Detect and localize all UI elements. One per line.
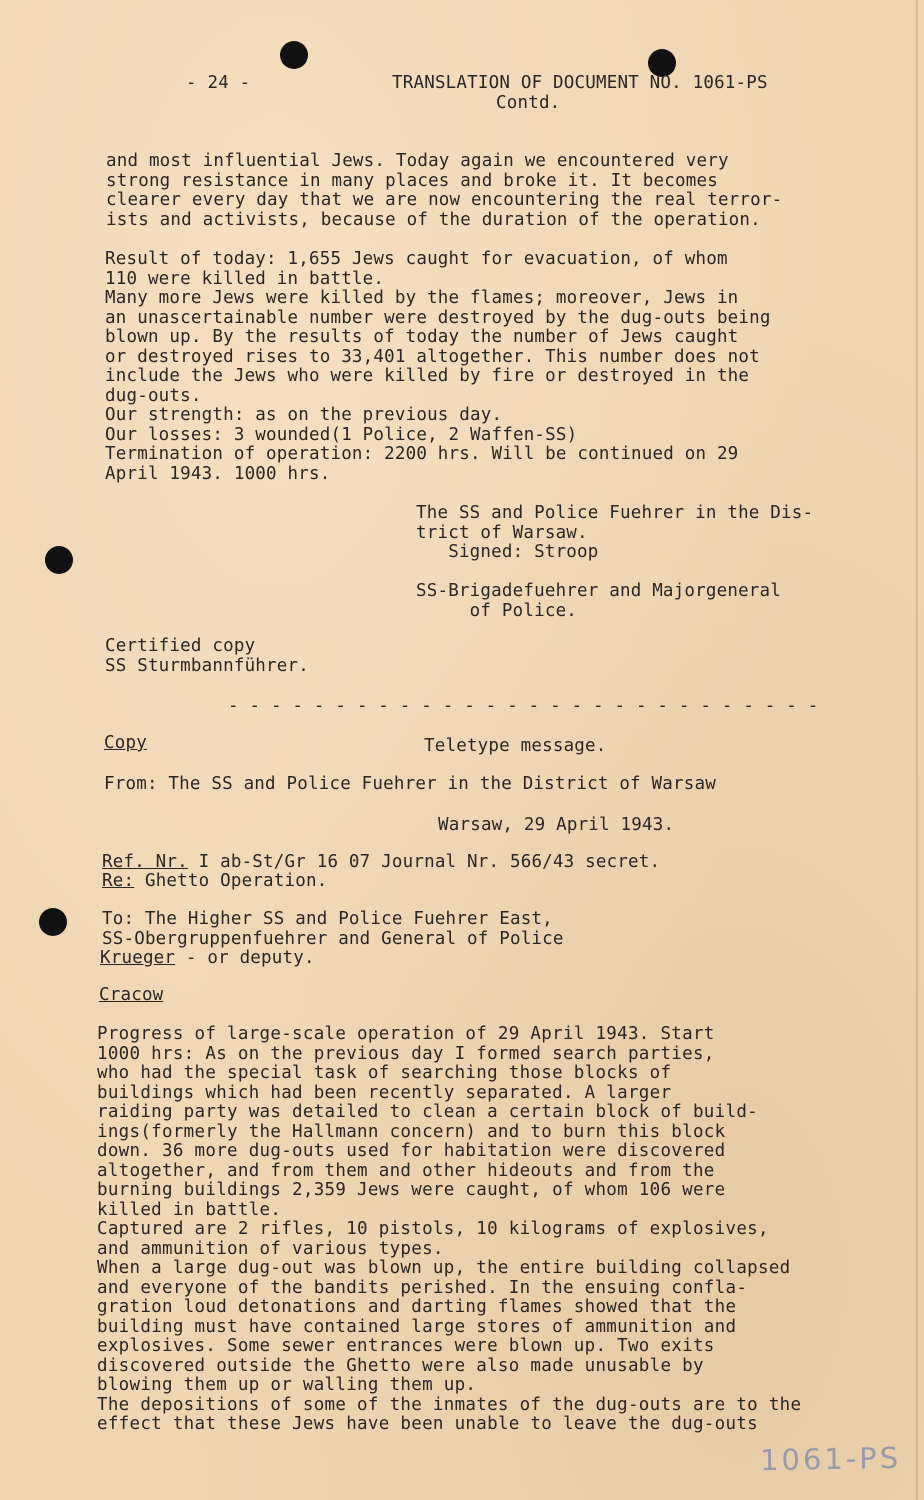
- reference-line: [102, 853, 660, 873]
- punch-hole-top-left: [280, 41, 308, 69]
- recipient-line-1: To: The Higher SS and Police Fuehrer East,: [102, 909, 553, 929]
- paper-edge: [916, 0, 918, 1500]
- reference-number: I ab-St/Gr 16 07 Journal Nr. 566/43 secret.: [187, 852, 661, 872]
- subject-line: [102, 872, 327, 892]
- subject-label: Re:: [102, 871, 135, 891]
- report-paragraph-2: Result of today: 1,655 Jews caught for evacuation, of whom 110 were killed in battle. Many more Jews were killed by the flames; moreover, Jews in an unascertainable number were destroyed by the dug-outs being blown up. By the results of today the number of Jews caught or destroyed rises to 33,401 altogether. This number does not include the Jews who were killed by fire or destroyed in the dug-outs. Our strength: as on the previous day. Our losses: 3 wounded(1 Police, 2 Waffen-SS) Termination of operation: 2200 hrs. Will be continued on 29 April 1943. 1000 hrs.: [105, 249, 771, 484]
- section-separator: - - - - - - - - - - - - - - - - - - - - - - - - - - - -: [228, 696, 819, 716]
- document-title: TRANSLATION OF DOCUMENT NO. 1061-PS: [392, 73, 768, 93]
- subject-text: Ghetto Operation.: [134, 871, 328, 891]
- recipient-deputy: - or deputy.: [175, 948, 315, 968]
- recipient-line-3: [100, 949, 315, 969]
- recipient-line-2: SS-Obergruppenfuehrer and General of Police: [102, 929, 564, 949]
- punch-hole-left-middle: [45, 546, 73, 574]
- reference-label: Ref. Nr.: [102, 852, 188, 872]
- report-paragraph-1: and most influential Jews. Today again we encountered very strong resistance in many places and broke it. It becomes clearer every day that we are now encountering the real terror- ists and activists, because of the duration of the operation.: [106, 151, 783, 230]
- punch-hole-left-lower: [39, 908, 67, 936]
- continued-label: Contd.: [496, 93, 561, 113]
- certified-copy: Certified copy SS Sturmbannführer.: [105, 636, 309, 676]
- signature-block: The SS and Police Fuehrer in the Dis- trict of Warsaw. Signed: Stroop: [416, 503, 814, 562]
- recipient-name: Krueger: [100, 948, 176, 968]
- from-line: From: The SS and Police Fuehrer in the District of Warsaw: [104, 774, 716, 794]
- handwritten-document-number: 1061-PS: [759, 1440, 902, 1478]
- rank-block: SS-Brigadefuehrer and Majorgeneral of Police.: [416, 581, 782, 621]
- date-line: Warsaw, 29 April 1943.: [438, 815, 675, 835]
- teletype-body: Progress of large-scale operation of 29 April 1943. Start 1000 hrs: As on the previous day I formed search parties, who had the special task of searching those blocks of buildings which had been recently separated. A larger raiding party was detailed to clean a certain block of build- ings(formerly the Hallmann concern) and to burn this block down. 36 more dug-outs used for habitation were discovered altogether, and from them and other hideouts and from the burning buildings 2,359 Jews were caught, of whom 106 were killed in battle. Captured are 2 rifles, 10 pistols, 10 kilograms of explosives, and ammunition of various types. When a large dug-out was blown up, the entire building collapsed and everyone of the bandits perished. In the ensuing confla- gration loud detonations and darting flames showed that the building must have contained large stores of ammunition and explosives. Some sewer entrances were blown up. Two exits discovered outside the Ghetto were also made unusable by blowing them up or walling them up. The depositions of some of the inmates of the dug-outs are to the effect that these Jews have been unable to leave the dug-outs: [97, 1024, 802, 1434]
- page-number: - 24 -: [186, 73, 251, 93]
- copy-label: Copy: [104, 733, 147, 753]
- city-heading: Cracow: [99, 985, 164, 1005]
- message-type: Teletype message.: [424, 736, 607, 756]
